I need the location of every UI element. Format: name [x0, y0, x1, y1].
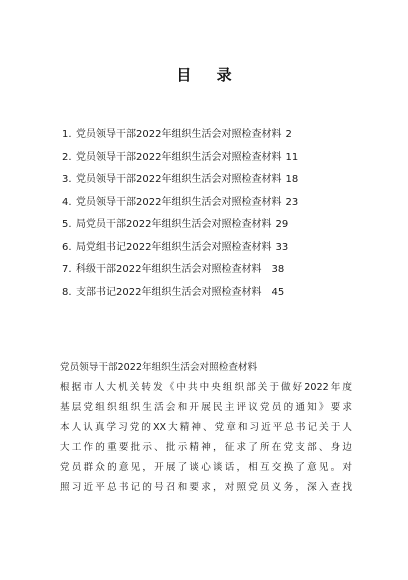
body-text-line: 照习近平总书记的号召和要求，对照党员义务，深入查找 — [60, 482, 352, 493]
toc-item-number: 8. — [62, 286, 72, 298]
table-of-contents — [62, 124, 362, 304]
body-text-line: 大工作的重要批示、批示精神，征求了所在党支部、身边 — [60, 442, 352, 453]
toc-item-text: 党员领导干部2022年组织生活会对照检查材料 — [76, 129, 282, 140]
toc-item-page: 45 — [271, 286, 285, 298]
toc-item-number: 1. — [62, 129, 72, 140]
toc-title: 目 录 — [176, 66, 242, 84]
toc-item-number: 7. — [62, 264, 72, 275]
body-text-line: 基层党组织组织生活会和开展民主评议党员的通知》要求 — [60, 402, 352, 413]
toc-item-text: 党员领导干部2022年组织生活会对照检查材料 — [76, 151, 282, 163]
body-section — [60, 358, 352, 498]
toc-item[interactable] — [62, 124, 362, 147]
toc-item-text: 党员领导干部2022年组织生活会对照检查材料 — [76, 196, 282, 208]
toc-item[interactable] — [62, 169, 362, 192]
toc-item-number: 4. — [62, 196, 72, 208]
section-heading: 党员领导干部2022年组织生活会对照检查材料 — [60, 362, 258, 373]
toc-item[interactable] — [62, 237, 362, 260]
body-text-line: 党员群众的意见，开展了谈心谈话，相互交换了意见。对 — [60, 462, 352, 473]
toc-item[interactable] — [62, 259, 362, 282]
toc-item-text: 党员领导干部2022年组织生活会对照检查材料 — [76, 174, 282, 185]
toc-item-number: 5. — [62, 219, 72, 230]
toc-item-page: 29 — [275, 219, 289, 230]
toc-item-page: 18 — [285, 174, 299, 185]
body-text-line: 根据市人大机关转发《中共中央组织部关于做好2022年度 — [60, 382, 352, 393]
toc-item-text: 支部书记2022年组织生活会对照检查材料 — [76, 286, 262, 298]
toc-item[interactable] — [62, 147, 362, 170]
toc-item-page: 2 — [285, 129, 292, 140]
toc-item-number: 2. — [62, 151, 72, 163]
toc-item-page: 33 — [275, 241, 289, 253]
toc-item[interactable] — [62, 214, 362, 237]
toc-item-text: 局党员干部2022年组织生活会对照检查材料 — [76, 219, 272, 230]
body-text-line: 本人认真学习党的XX大精神、党章和习近平总书记关于人 — [60, 422, 352, 433]
toc-item-page: 23 — [285, 196, 299, 208]
toc-item-number: 3. — [62, 174, 72, 185]
toc-item-number: 6. — [62, 241, 72, 253]
toc-item-text: 科级干部2022年组织生活会对照检查材料 — [76, 264, 262, 275]
toc-item-page: 38 — [271, 264, 285, 275]
toc-item-page: 11 — [285, 151, 299, 163]
toc-item[interactable] — [62, 192, 362, 215]
toc-item-text: 局党组书记2022年组织生活会对照检查材料 — [76, 241, 272, 253]
toc-item[interactable] — [62, 282, 362, 305]
